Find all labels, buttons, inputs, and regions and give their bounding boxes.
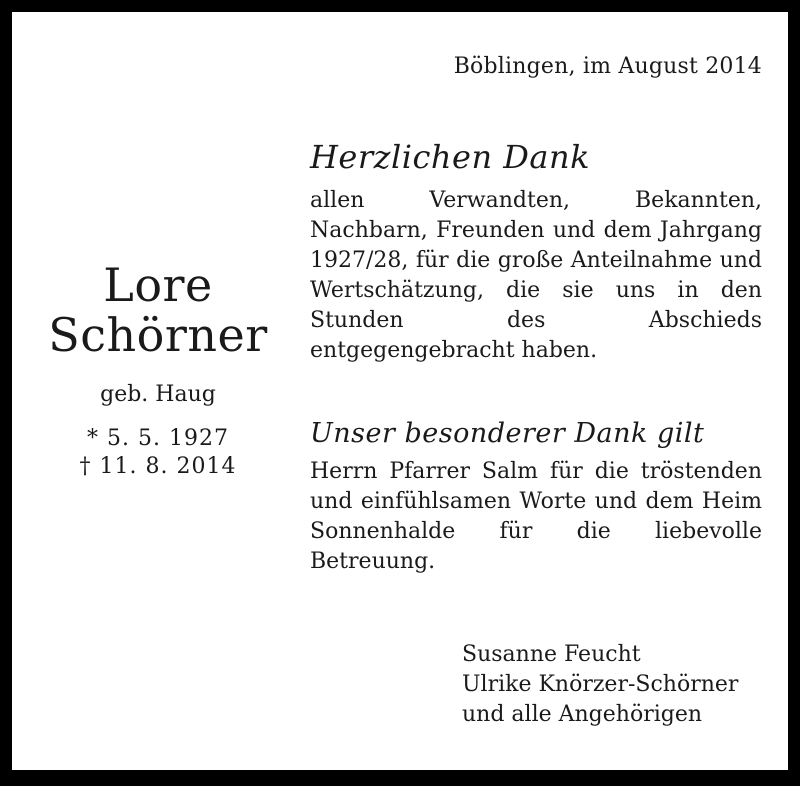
thanks-heading: Herzlichen Dank <box>310 138 590 176</box>
signature-line: Ulrike Knörzer-Schörner <box>462 672 739 697</box>
place-date: Böblingen, im August 2014 <box>453 54 762 79</box>
deceased-first-name: Lore <box>103 258 213 312</box>
special-thanks-text: Herrn Pfarrer Salm für die tröstenden und einfühlsamen Worte und dem Heim Sonnenhalde für die liebevolle Betreuung. <box>310 459 762 574</box>
deceased-last-name: Schörner <box>48 308 268 362</box>
thanks-block <box>310 138 762 577</box>
deceased-maiden-name: geb. Haug <box>100 382 216 407</box>
special-thanks-heading: Unser besonderer Dank gilt <box>310 418 705 449</box>
deceased-block <box>38 260 278 481</box>
signatures <box>462 640 738 730</box>
obituary-card <box>12 12 788 770</box>
death-date: † 11. 8. 2014 <box>79 454 237 479</box>
signature-line: Susanne Feucht <box>462 642 641 667</box>
thanks-text: allen Verwandten, Bekannten, Nachbarn, Freunden und dem Jahrgang 1927/28, für die große Anteilnahme und Wertschätzung, die sie uns in den Stunden des Abschieds entgegengebracht haben. <box>310 188 762 363</box>
life-dates <box>38 425 278 481</box>
birth-date: * 5. 5. 1927 <box>87 426 229 451</box>
signature-line: und alle Angehörigen <box>462 702 703 727</box>
